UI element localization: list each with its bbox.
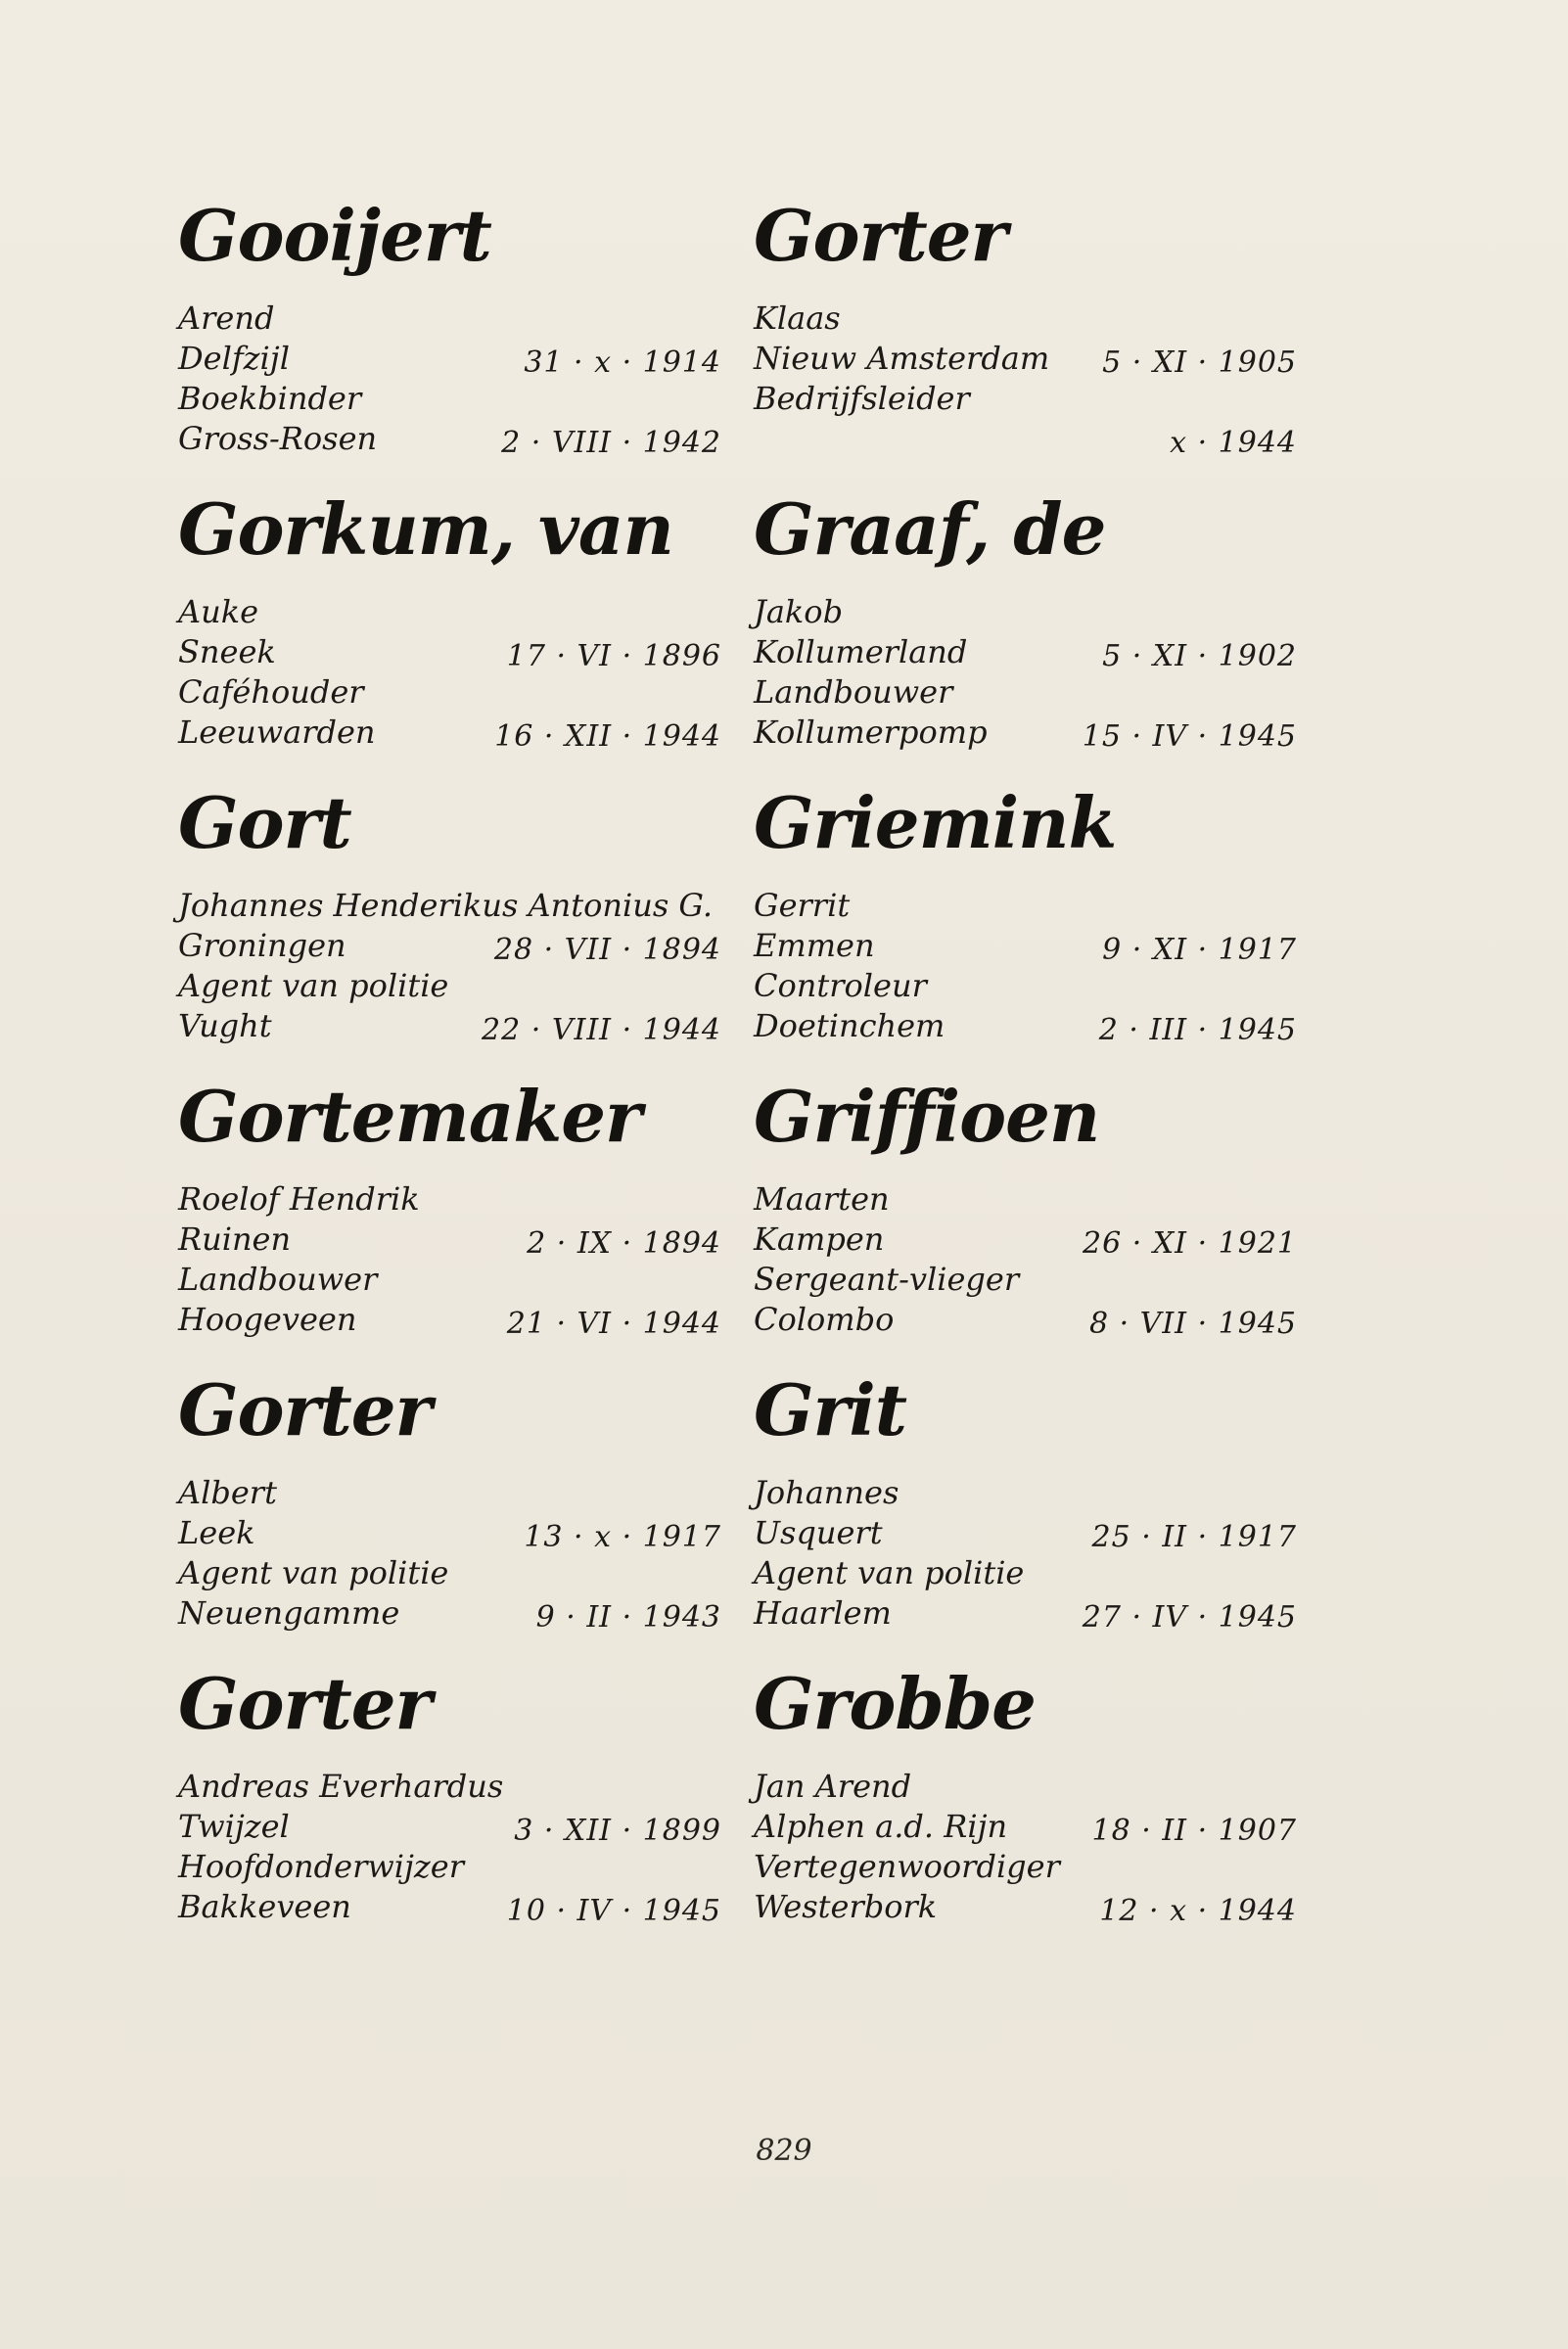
entry xyxy=(754,1662,1297,1962)
death-date: 10 · IV · 1945 xyxy=(506,1894,721,1928)
first-names: Maarten xyxy=(754,1180,890,1218)
birthplace: Groningen xyxy=(178,927,346,964)
occupation: Agent van politie xyxy=(178,967,449,1004)
surname: Grit xyxy=(754,1368,907,1451)
birth-date: 9 · XI · 1917 xyxy=(1102,933,1297,967)
death-place: Neuengamme xyxy=(178,1594,400,1632)
entry xyxy=(754,781,1297,1082)
first-names: Johannes Henderikus Antonius G. xyxy=(178,887,714,924)
surname: Gortemaker xyxy=(178,1075,641,1158)
death-place: Bakkeveen xyxy=(178,1888,351,1925)
birthplace: Sneek xyxy=(178,633,276,670)
birth-date: 26 · XI · 1921 xyxy=(1083,1226,1297,1261)
birth-date: 5 · XI · 1905 xyxy=(1102,345,1297,380)
entry xyxy=(178,1662,721,1962)
first-names: Roelof Hendrik xyxy=(178,1180,420,1218)
first-names: Albert xyxy=(178,1474,277,1511)
first-names: Auke xyxy=(178,593,259,630)
surname: Gorter xyxy=(178,1662,432,1745)
entry xyxy=(178,1368,721,1669)
birth-date: 25 · II · 1917 xyxy=(1091,1520,1297,1554)
surname: Grobbe xyxy=(754,1662,1036,1745)
birth-date: 18 · II · 1907 xyxy=(1091,1814,1297,1848)
birth-date: 31 · x · 1914 xyxy=(524,345,721,380)
birth-date: 13 · x · 1917 xyxy=(524,1520,721,1554)
death-place: Hoogeveen xyxy=(178,1301,357,1338)
occupation: Agent van politie xyxy=(178,1554,449,1591)
first-names: Gerrit xyxy=(754,887,851,924)
death-place: Gross-Rosen xyxy=(178,420,378,457)
first-names: Andreas Everhardus xyxy=(178,1768,504,1805)
left-column xyxy=(178,194,721,1962)
surname: Griffioen xyxy=(754,1075,1100,1158)
birthplace: Twijzel xyxy=(178,1808,290,1845)
birthplace: Emmen xyxy=(754,927,875,964)
first-names: Arend xyxy=(178,299,275,337)
birth-date: 5 · XI · 1902 xyxy=(1102,639,1297,673)
entry xyxy=(178,781,721,1082)
first-names: Johannes xyxy=(754,1474,899,1511)
birth-date: 3 · XII · 1899 xyxy=(514,1814,721,1848)
entry xyxy=(754,1368,1297,1669)
death-place: Kollumerpomp xyxy=(754,714,988,751)
entry xyxy=(178,1075,721,1375)
occupation: Hoofdonderwijzer xyxy=(178,1848,464,1885)
entry xyxy=(754,1075,1297,1375)
death-place: Colombo xyxy=(754,1301,895,1338)
birthplace: Kampen xyxy=(754,1221,885,1258)
entry xyxy=(754,487,1297,788)
birth-date: 28 · VII · 1894 xyxy=(493,933,721,967)
death-place: Westerbork xyxy=(754,1888,938,1925)
birthplace: Delfzijl xyxy=(178,340,290,377)
surname: Gorter xyxy=(754,194,1007,277)
death-date: 8 · VII · 1945 xyxy=(1088,1307,1297,1341)
occupation: Boekbinder xyxy=(178,380,362,417)
birthplace: Alphen a.d. Rijn xyxy=(754,1808,1008,1845)
page-number: 829 xyxy=(756,2134,812,2168)
birthplace: Ruinen xyxy=(178,1221,292,1258)
death-date: 2 · III · 1945 xyxy=(1098,1013,1297,1047)
death-date: 21 · VI · 1944 xyxy=(506,1307,721,1341)
first-names: Jan Arend xyxy=(754,1768,912,1805)
death-date: 22 · VIII · 1944 xyxy=(482,1013,721,1047)
death-date: 15 · IV · 1945 xyxy=(1082,719,1297,754)
surname: Griemink xyxy=(754,781,1117,864)
occupation: Caféhouder xyxy=(178,673,364,711)
birthplace: Nieuw Amsterdam xyxy=(754,340,1050,377)
death-date: 2 · VIII · 1942 xyxy=(501,426,721,460)
death-date: 9 · II · 1943 xyxy=(535,1600,721,1635)
first-names: Jakob xyxy=(754,593,844,630)
death-date: x · 1944 xyxy=(1170,426,1297,460)
occupation: Bedrijfsleider xyxy=(754,380,970,417)
surname: Gooijert xyxy=(178,194,491,277)
entry xyxy=(754,194,1297,494)
first-names: Klaas xyxy=(754,299,841,337)
surname: Gorkum, van xyxy=(178,487,673,571)
birthplace: Usquert xyxy=(754,1514,883,1551)
occupation: Landbouwer xyxy=(754,673,953,711)
death-place: Haarlem xyxy=(754,1594,892,1632)
occupation: Landbouwer xyxy=(178,1261,378,1298)
entry xyxy=(178,487,721,788)
death-place: Leeuwarden xyxy=(178,714,376,751)
surname: Graaf, de xyxy=(754,487,1106,571)
entry xyxy=(178,194,721,494)
death-date: 16 · XII · 1944 xyxy=(494,719,721,754)
occupation: Agent van politie xyxy=(754,1554,1025,1591)
surname: Gort xyxy=(178,781,351,864)
occupation: Controleur xyxy=(754,967,927,1004)
death-date: 27 · IV · 1945 xyxy=(1082,1600,1297,1635)
occupation: Sergeant-vlieger xyxy=(754,1261,1020,1298)
death-place: Doetinchem xyxy=(754,1007,945,1044)
birth-date: 17 · VI · 1896 xyxy=(506,639,721,673)
death-place: Vught xyxy=(178,1007,272,1044)
right-column xyxy=(754,194,1297,1962)
birthplace: Leek xyxy=(178,1514,255,1551)
occupation: Vertegenwoordiger xyxy=(754,1848,1060,1885)
death-date: 12 · x · 1944 xyxy=(1099,1894,1297,1928)
birthplace: Kollumerland xyxy=(754,633,968,670)
birth-date: 2 · IX · 1894 xyxy=(527,1226,721,1261)
surname: Gorter xyxy=(178,1368,432,1451)
